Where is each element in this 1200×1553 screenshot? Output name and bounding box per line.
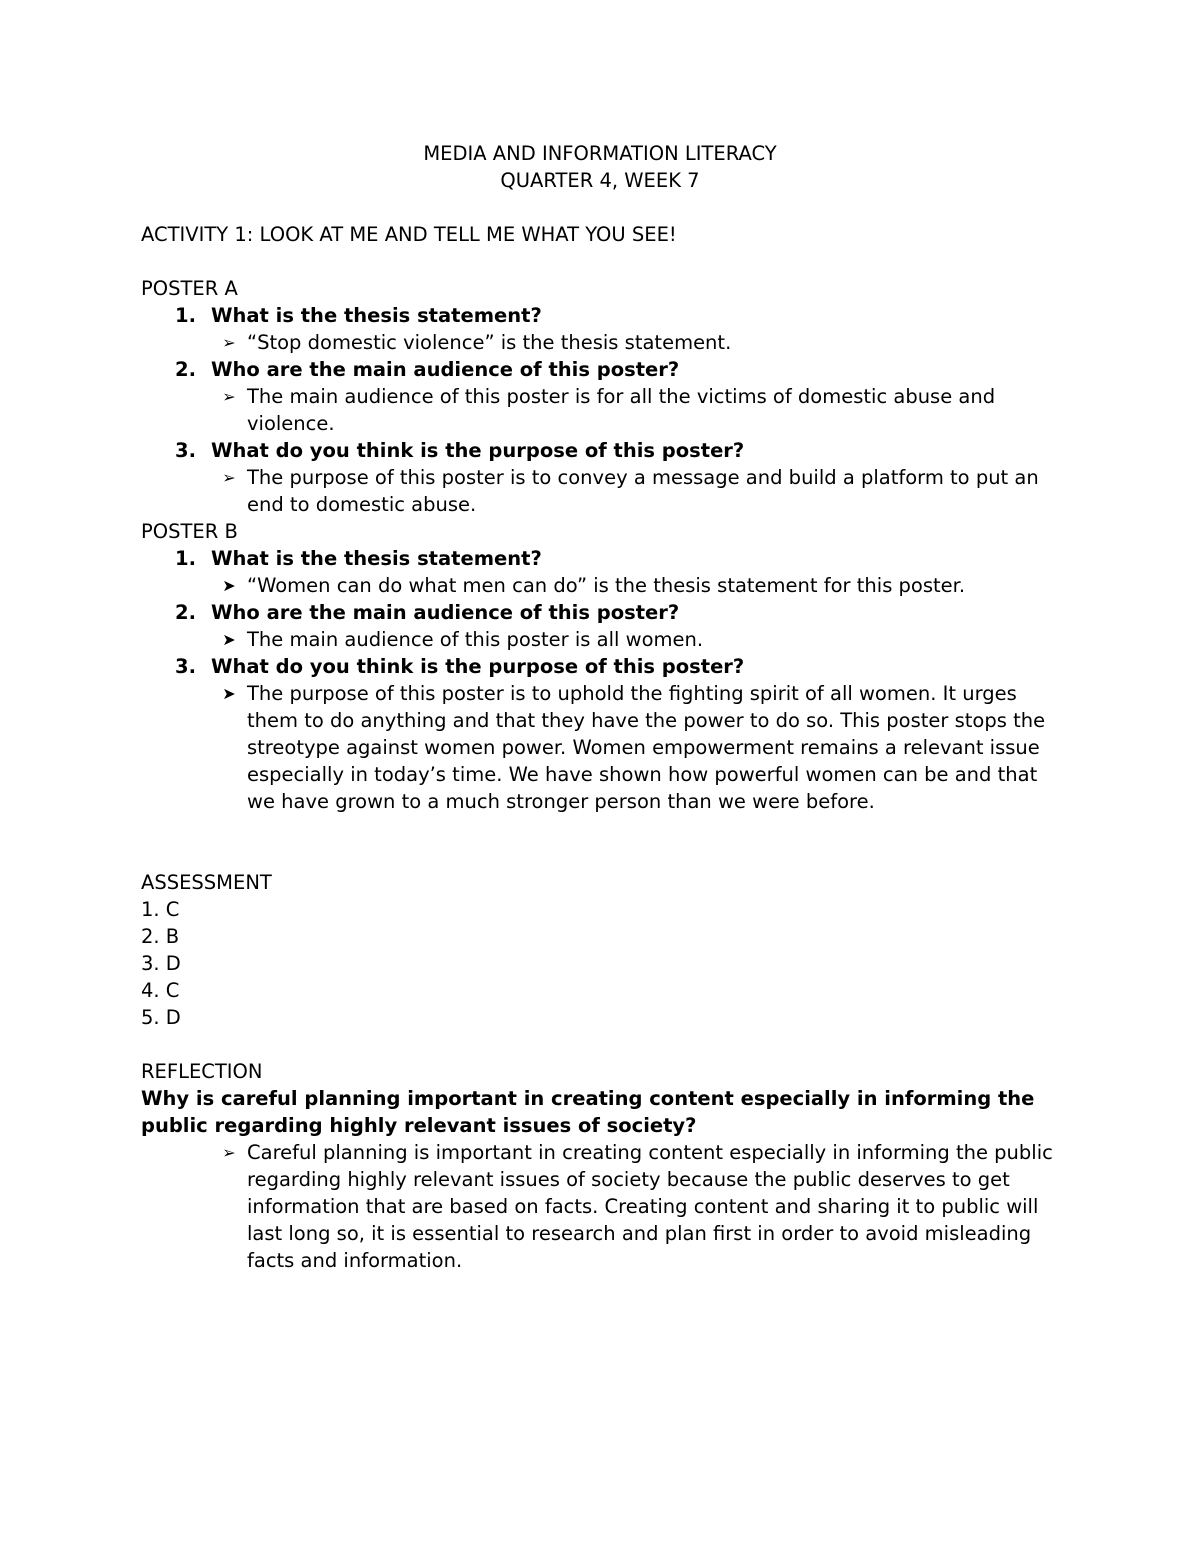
question-number: 1. (175, 304, 196, 327)
reflection-heading: REFLECTION (141, 1060, 263, 1083)
question-number: 2. (175, 601, 196, 624)
poster-b-answer-2 (141, 626, 1071, 653)
arrow-bullet-icon: ➤ (222, 684, 236, 703)
assessment-answer: 4. C (141, 979, 180, 1002)
assessment-answer: 2. B (141, 925, 180, 948)
poster-b-answer-3 (141, 680, 1071, 815)
poster-b-answer-1 (141, 572, 1071, 599)
title-line-1: MEDIA AND INFORMATION LITERACY (423, 142, 777, 165)
poster-b-question-2 (141, 599, 1071, 626)
answer-text: The purpose of this poster is to convey a message and build a platform to put an end to domestic abuse. (247, 466, 1039, 516)
reflection-question: Why is careful planning important in creating content especially in informing the public regarding highly relevant issues of society? (141, 1087, 1035, 1137)
arrow-bullet-icon: ➢ (222, 1143, 236, 1162)
question-text: What is the thesis statement? (211, 304, 542, 327)
answer-text: “Stop domestic violence” is the thesis statement. (247, 331, 732, 354)
reflection-answer (141, 1139, 1071, 1274)
title-line-2: QUARTER 4, WEEK 7 (500, 169, 700, 192)
poster-b-label: POSTER B (141, 520, 238, 543)
document-title (0, 140, 1200, 194)
question-number: 3. (175, 655, 196, 678)
answer-text: The main audience of this poster is for all the victims of domestic abuse and violence. (247, 385, 996, 435)
question-text: Who are the main audience of this poster? (211, 358, 680, 381)
answer-text: The purpose of this poster is to uphold the fighting spirit of all women. It urges them to do anything and that they have the power to do so. This poster stops the streotype against women power. Women empowerment remains a relevant issue especially in today’s time. We have shown how powerful women can be and that we have grown to a much stronger person than we were before. (247, 682, 1046, 813)
question-number: 2. (175, 358, 196, 381)
poster-a-question-2 (141, 356, 1071, 383)
question-text: What do you think is the purpose of this poster? (211, 439, 745, 462)
poster-a-answer-1 (141, 329, 1071, 356)
poster-a-answer-3 (141, 464, 1071, 518)
assessment-heading: ASSESSMENT (141, 871, 272, 894)
poster-a-answer-2 (141, 383, 1071, 437)
assessment-answer: 5. D (141, 1006, 181, 1029)
assessment-answer: 1. C (141, 898, 180, 921)
question-text: Who are the main audience of this poster? (211, 601, 680, 624)
answer-text: “Women can do what men can do” is the thesis statement for this poster. (247, 574, 966, 597)
assessment-answer: 3. D (141, 952, 181, 975)
answer-text: Careful planning is important in creating content especially in informing the public regarding highly relevant issues of society because the public deserves to get information that are based on facts. Creating content and sharing it to public will last long so, it is essential to research and plan first in order to avoid misleading facts and information. (247, 1141, 1053, 1272)
poster-a-question-1 (141, 302, 1071, 329)
poster-b-question-1 (141, 545, 1071, 572)
question-number: 3. (175, 439, 196, 462)
question-text: What is the thesis statement? (211, 547, 542, 570)
question-number: 1. (175, 547, 196, 570)
document-page (141, 140, 1071, 1274)
arrow-bullet-icon: ➢ (222, 333, 236, 352)
arrow-bullet-icon: ➢ (222, 387, 236, 406)
question-text: What do you think is the purpose of this poster? (211, 655, 745, 678)
answer-text: The main audience of this poster is all women. (247, 628, 704, 651)
poster-b-question-3 (141, 653, 1071, 680)
poster-a-label: POSTER A (141, 277, 238, 300)
poster-a-question-3 (141, 437, 1071, 464)
activity-heading: ACTIVITY 1: LOOK AT ME AND TELL ME WHAT YOU SEE! (141, 223, 677, 246)
arrow-bullet-icon: ➤ (222, 630, 236, 649)
arrow-bullet-icon: ➤ (222, 576, 236, 595)
arrow-bullet-icon: ➢ (222, 468, 236, 487)
